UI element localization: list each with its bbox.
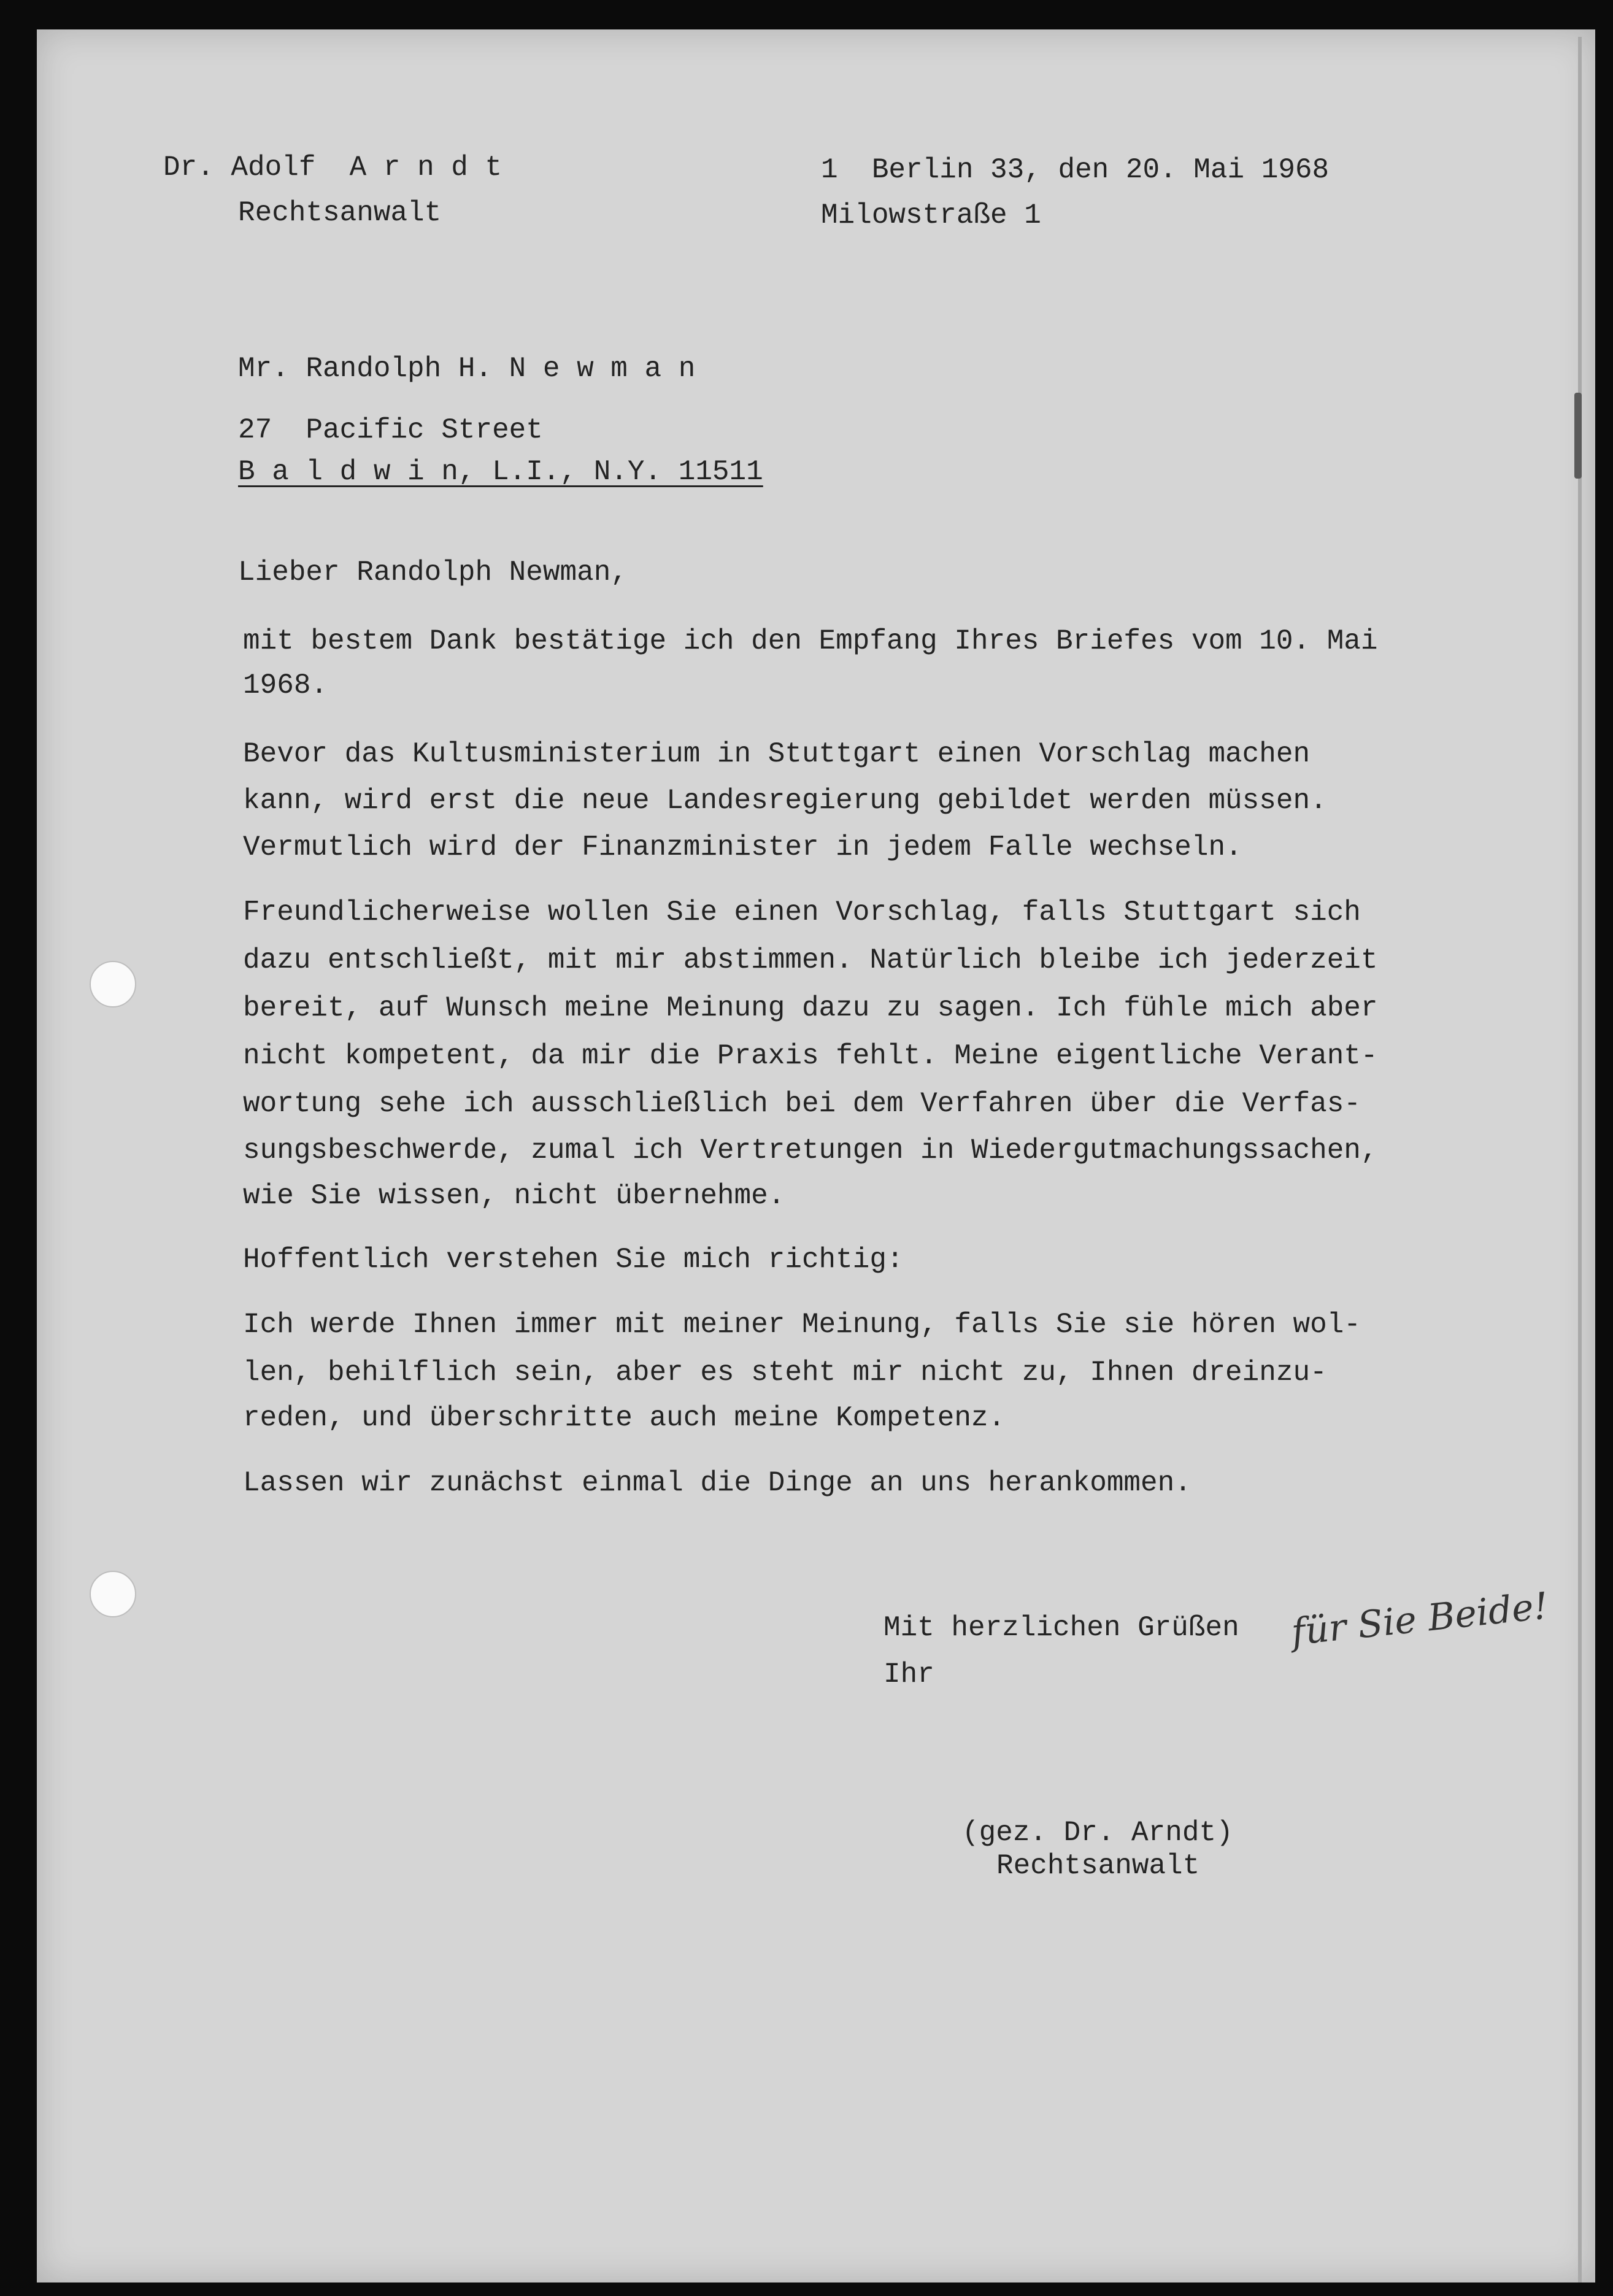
salutation: Lieber Randolph Newman, — [238, 557, 628, 588]
recipient-city: B a l d w i n, L.I., N.Y. 11511 — [238, 456, 763, 488]
closing-ihr: Ihr — [883, 1658, 934, 1690]
handwritten-note: für Sie Beide! — [1289, 1584, 1550, 1654]
paragraph-5-line-3: reden, und überschritte auch meine Kompetenz. — [243, 1402, 1006, 1434]
recipient-street: 27 Pacific Street — [238, 414, 543, 446]
paragraph-3-line-4: nicht kompetent, da mir die Praxis fehlt. Meine eigentliche Verant- — [243, 1040, 1378, 1072]
closing-greeting: Mit herzlichen Grüßen — [883, 1612, 1239, 1644]
punch-hole-bottom — [90, 1571, 136, 1617]
paragraph-6-line-1: Lassen wir zunächst einmal die Dinge an uns herankommen. — [243, 1467, 1191, 1499]
paragraph-1-line-1: mit bestem Dank bestätige ich den Empfang Ihres Briefes vom 10. Mai — [243, 625, 1378, 657]
paragraph-3-line-7: wie Sie wissen, nicht übernehme. — [243, 1180, 785, 1212]
paragraph-5-line-1: Ich werde Ihnen immer mit meiner Meinung, falls Sie sie hören wol- — [243, 1309, 1361, 1341]
paragraph-3-line-1: Freundlicherweise wollen Sie einen Vorschlag, falls Stuttgart sich — [243, 896, 1361, 928]
paragraph-2-line-1: Bevor das Kultusministerium in Stuttgart einen Vorschlag machen — [243, 738, 1311, 770]
place-date: 1 Berlin 33, den 20. Mai 1968 — [821, 154, 1330, 186]
sender-street: Milowstraße 1 — [821, 199, 1041, 231]
paragraph-3-line-6: sungsbeschwerde, zumal ich Vertretungen in Wiedergutmachungssachen, — [243, 1135, 1378, 1166]
paragraph-3-line-3: bereit, auf Wunsch meine Meinung dazu zu sagen. Ich fühle mich aber — [243, 992, 1378, 1024]
paragraph-2-line-3: Vermutlich wird der Finanzminister in jedem Falle wechseln. — [243, 831, 1242, 863]
paragraph-4-line-1: Hoffentlich verstehen Sie mich richtig: — [243, 1244, 904, 1276]
signature-title: Rechtsanwalt — [996, 1850, 1200, 1882]
signature-name: (gez. Dr. Arndt) — [962, 1817, 1233, 1849]
page-edge — [1578, 37, 1582, 2283]
paragraph-3-line-2: dazu entschließt, mit mir abstimmen. Natürlich bleibe ich jederzeit — [243, 944, 1378, 976]
paragraph-5-line-2: len, behilflich sein, aber es steht mir nicht zu, Ihnen dreinzu- — [243, 1357, 1327, 1389]
recipient-name: Mr. Randolph H. N e w m a n — [238, 353, 696, 385]
paragraph-1-line-2: 1968. — [243, 669, 328, 701]
binder-tab-mark — [1574, 393, 1582, 479]
paragraph-3-line-5: wortung sehe ich ausschließlich bei dem Verfahren über die Verfas- — [243, 1088, 1361, 1120]
sender-name: Dr. Adolf A r n d t — [163, 152, 502, 183]
paragraph-2-line-2: kann, wird erst die neue Landesregierung gebildet werden müssen. — [243, 785, 1327, 817]
punch-hole-top — [90, 961, 136, 1007]
sender-title: Rechtsanwalt — [238, 197, 442, 229]
